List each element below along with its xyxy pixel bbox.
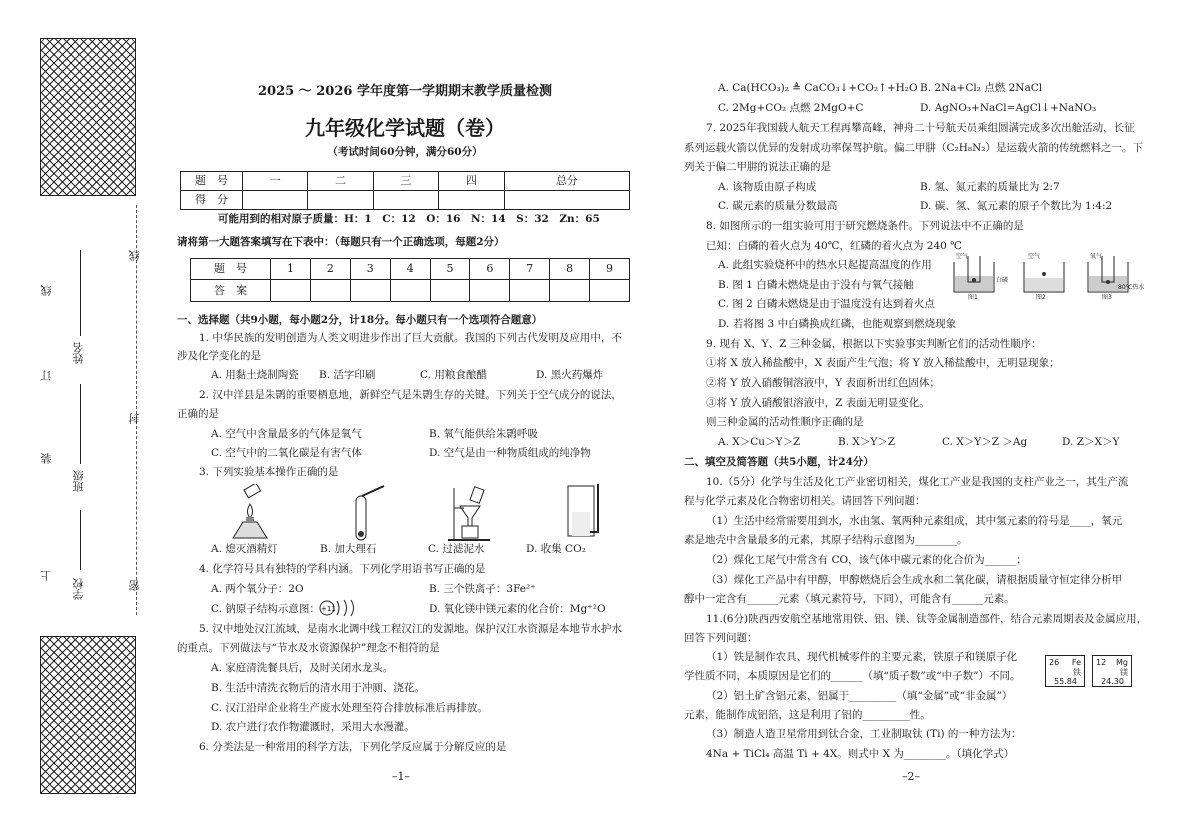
- score-input[interactable]: [308, 191, 373, 210]
- q9-line4: ③将 Y 放入硝酸银溶液中，Z 表面无明显变化。: [706, 397, 930, 409]
- alcohol-lamp-figure: [225, 484, 275, 540]
- q1-line2: 涉及化学变化的是: [177, 350, 261, 362]
- q7-option-d: D. 碳、氢、氮元素的原子个数比为 1:4:2: [920, 200, 1113, 212]
- binding-label-zhuang: 装: [40, 453, 53, 464]
- q8-option-d: D. 若将图 3 中白磷换成红磷，也能观察到燃烧现象: [718, 318, 957, 330]
- q10-line1: 10.（5分）化学与生活及化工产业密切相关，煤化工产业是我国的支柱产业之一，其生产流: [706, 476, 1129, 488]
- q1-line1: 1. 中华民族的发明创造为人类文明进步作出了巨大贡献。我国的下列古代发明及应用中，不: [199, 332, 622, 344]
- section2-heading: 二、填空及简答题（共5小题，计24分）: [684, 456, 874, 468]
- fig1-phosphorus-label: 白磷: [996, 277, 1009, 284]
- q2-option-c: C. 空气中的二氧化碳是有害气体: [211, 447, 362, 459]
- element-mg-symbol: Mg: [1116, 658, 1128, 667]
- q6-option-a: A. Ca(HCO₃)₂ ≜ CaCO₃↓+CO₂↑+H₂O: [718, 82, 918, 94]
- answer-cell: 1: [271, 259, 311, 280]
- element-fe-number: 26: [1049, 658, 1060, 667]
- q7-option-b: B. 氢、氮元素的质量比为 2:7: [920, 181, 1060, 193]
- school-label: 学校: [72, 578, 85, 600]
- name-field[interactable]: [80, 250, 81, 336]
- q9-option-a: A. X＞Cu＞Y＞Z: [718, 436, 801, 448]
- q11-line1: 11.(6分)陕西西安航空基地常用铁、铝、镁、钛等金属制造部件，结合元素周期表及金属应用，: [706, 613, 1148, 625]
- answer-cell: 7: [510, 259, 550, 280]
- q4-option-c: C. 钠原子结构示意图：: [211, 603, 320, 615]
- answer-table: [190, 258, 630, 302]
- answer-input[interactable]: [271, 280, 311, 302]
- q9-line1: 9. 现有 X、Y、Z 三种金属，根据以下实验事实判断它们的活动性顺序：: [706, 338, 1042, 350]
- q6-option-c: C. 2Mg+CO₂ 点燃 2MgO+C: [718, 102, 864, 114]
- q7-option-a: A. 该物质由原子构成: [718, 181, 817, 193]
- q7-line2: 系列运载火箭以优异的发射成功率保驾护航。偏二甲肼（C₂H₈N₂）是运载火箭的传统燃料之一。下: [684, 142, 1144, 154]
- q5-option-d: D. 农户进行农作物灌溉时，采用大水漫灌。: [211, 721, 415, 733]
- class-field[interactable]: [80, 384, 81, 464]
- q8-option-b: B. 图 1 白磷未燃烧是由于没有与氧气接触: [718, 279, 914, 291]
- q9-line5: 则三种金属的活动性顺序正确的是: [706, 416, 864, 428]
- q10-line2: 程与化学元素及化合物密切相关。请回答下列问题：: [684, 495, 926, 507]
- binding-strip: [0, 0, 160, 831]
- gas-collection-figure: [560, 482, 610, 542]
- answer-cell: 8: [550, 259, 590, 280]
- fig2-caption: 图2: [1036, 294, 1046, 300]
- q5-option-c: C. 汉江沿岸企业将生产废水处理至符合排放标准后再排放。: [211, 702, 488, 714]
- score-table: [180, 171, 630, 210]
- hatch-pattern-top: [40, 38, 136, 196]
- q3-line: 3. 下列实验基本操作正确的是: [199, 466, 339, 478]
- element-fe-symbol: Fe: [1071, 658, 1081, 667]
- score-cell: 三: [373, 172, 438, 191]
- q11-line4[interactable]: 学性质不同，本质原因是它们的______（填“质子数”或“中子数”）不同。: [684, 670, 1021, 682]
- element-mg-name: 镁: [1120, 668, 1128, 677]
- answer-input[interactable]: [550, 280, 590, 302]
- q5-line2: 的重点。下列做法与“节水及水资源保护”理念不相符的是: [177, 642, 440, 654]
- q2-option-d: D. 空气是由一种物质组成的纯净物: [429, 447, 591, 459]
- q6-line: 6. 分类法是一种常用的科学方法，下列化学反应属于分解反应的是: [199, 741, 507, 753]
- score-cell: 总分: [504, 172, 629, 191]
- name-label: 姓名: [72, 342, 85, 364]
- answer-instruction: 请将第一大题答案填写在下表中：（每题只有一个正确选项，每题2分）: [177, 236, 505, 248]
- q8-line1: 8. 如图所示的一组实验可用于研究燃烧条件。下列说法中不正确的是: [706, 220, 1024, 232]
- binding-label-ding: 订: [40, 370, 53, 381]
- score-cell: 四: [439, 172, 504, 191]
- score-cell: 二: [308, 172, 373, 191]
- q11-line5[interactable]: （2）铝土矿含铝元素，铝属于_________（填“金属”或“非金属”）: [706, 690, 1013, 702]
- q4-option-d: D. 氧化镁中镁元素的化合价：Mg⁺²O: [429, 603, 606, 615]
- class-label: 班级: [72, 470, 85, 492]
- exam-note: （考试时间60分钟，满分60分）: [327, 146, 483, 158]
- binding-label-shang: 上: [40, 570, 53, 581]
- answer-input[interactable]: [390, 280, 430, 302]
- q11-line7: （3）制造人造卫星常用到钛合金，工业制取钛 (Ti) 的一种方法为：: [706, 728, 1022, 740]
- q4-option-a: A. 两个氧分子：2O: [211, 583, 304, 595]
- answer-input[interactable]: [510, 280, 550, 302]
- q9-line2: ①将 X 放入稀盐酸中，X 表面产生气泡；将 Y 放入稀盐酸中，无明显现象；: [706, 357, 1060, 369]
- q11-line8[interactable]: 4Na + TiCl₄ 高温 Ti + 4X。则式中 X 为________。（填化学式）: [706, 748, 1015, 760]
- q1-option-c: C. 用粮食酿醋: [420, 369, 487, 381]
- q9-line3: ②将 Y 放入硝酸铜溶液中，Y 表面析出红色固体；: [706, 377, 940, 389]
- svg-text:+11: +11: [321, 605, 336, 613]
- binding-label-xian: 线: [40, 285, 53, 296]
- element-mg-number: 12: [1096, 658, 1107, 667]
- q9-option-d: D. Z＞X＞Y: [1062, 436, 1120, 448]
- binding-label-mi: 密: [128, 580, 141, 591]
- answer-cell: 4: [390, 259, 430, 280]
- answer-input[interactable]: [430, 280, 470, 302]
- q10-line6: （3）煤化工产品中有甲醇，甲醇燃烧后会生成水和二氧化碳，请根据质量守恒定律分析甲: [706, 574, 1123, 586]
- q1-option-b: B. 活字印刷: [319, 369, 376, 381]
- answer-cell: 答 案: [191, 280, 271, 302]
- q7-line3: 列关于偏二甲肼的说法正确的是: [684, 161, 831, 173]
- binding-label-feng: 封: [128, 413, 141, 424]
- fig1-gas-label: 空气: [956, 253, 969, 260]
- q3-option-c: C. 过滤泥水: [428, 543, 485, 555]
- q1-option-d: D. 黑火药爆炸: [536, 369, 604, 381]
- combustion-experiment-figure: [950, 252, 1140, 300]
- filtration-figure: [444, 484, 494, 542]
- q8-option-a: A. 此组实验烧杯中的热水只起提高温度的作用: [718, 259, 932, 271]
- q3-option-b: B. 加大理石: [320, 543, 377, 555]
- element-tile-mg: [1092, 655, 1132, 687]
- q7-line1: 7. 2025年我国载人航天工程再攀高峰，神舟二十号航天员乘组圆满完成多次出舱活动，长征: [706, 122, 1135, 134]
- fig-hot-water-label: 80℃热水: [1118, 284, 1145, 291]
- section1-heading: 一、选择题（共9小题，每小题2分，计18分。每小题只有一个选项符合题意）: [177, 314, 543, 326]
- element-fe-name: 铁: [1073, 668, 1081, 677]
- answer-cell: 2: [310, 259, 350, 280]
- exam-title: 2025 ～ 2026 学年度第一学期期末教学质量检测: [258, 84, 552, 99]
- binding-label-xian2: 线: [128, 250, 141, 261]
- score-input[interactable]: [243, 191, 308, 210]
- q11-line3: （1）铁是制作农具、现代机械零件的主要元素，铁原子和镁原子化: [706, 651, 1018, 663]
- answer-cell: 6: [470, 259, 510, 280]
- answer-cell: 3: [350, 259, 390, 280]
- hatch-pattern-bottom: [40, 636, 136, 794]
- score-cell: 得 分: [181, 191, 243, 210]
- q10-line7[interactable]: 醇中一定含有______元素（填元素符号，下同），可能含有______元素。: [684, 593, 1015, 605]
- answer-input[interactable]: [350, 280, 390, 302]
- q4-line: 4. 化学符号具有独特的学科内涵。下列化学用语书写正确的是: [199, 563, 486, 575]
- q10-line3[interactable]: （1）生活中经常需要用到水，水由氢、氧两种元素组成，其中氢元素的符号是____，氧元: [706, 515, 1123, 527]
- q8-option-c: C. 图 2 白磷未燃烧是由于温度没有达到着火点: [718, 298, 935, 310]
- element-mg-mass: 24.30: [1101, 677, 1124, 686]
- answer-input[interactable]: [590, 280, 630, 302]
- score-input[interactable]: [439, 191, 504, 210]
- q2-option-a: A. 空气中含量最多的气体是氧气: [211, 428, 362, 440]
- q7-option-c: C. 碳元素的质量分数最高: [718, 200, 838, 212]
- sodium-atom-diagram: [318, 597, 358, 619]
- fig2-gas-label: 空气: [1028, 253, 1041, 260]
- q11-line6[interactable]: 元素，能制作成铝箔，这是利用了铝的_________性。: [684, 709, 931, 721]
- atomic-masses: 可能用到的相对原子质量：H：1 C：12 O：16 N：14 S：32 Zn：65: [218, 213, 600, 225]
- paper-title: 九年级化学试题（卷）: [305, 116, 505, 140]
- fig3-gas-label: 氧气: [1090, 253, 1103, 260]
- q2-line1: 2. 汉中洋县是朱鹮的重要栖息地，新鲜空气是朱鹮生存的关键。下列关于空气成分的说法，: [199, 389, 622, 401]
- answer-input[interactable]: [310, 280, 350, 302]
- score-input[interactable]: [373, 191, 438, 210]
- q2-line2: 正确的是: [177, 408, 219, 420]
- test-tube-figure: [344, 484, 388, 544]
- fig3-caption: 图3: [1102, 294, 1112, 300]
- q5-option-a: A. 家庭清洗餐具后，及时关闭水龙头。: [211, 662, 394, 674]
- fig1-caption: 图1: [968, 294, 978, 300]
- q6-option-d: D. AgNO₃+NaCl=AgCl↓+NaNO₃: [920, 102, 1097, 114]
- q3-option-a: A. 熄灭酒精灯: [211, 543, 278, 555]
- answer-cell: 9: [590, 259, 630, 280]
- school-field[interactable]: [80, 510, 81, 570]
- q10-line4[interactable]: 素是地壳中含量最多的元素，其原子结构示意图为________。: [684, 534, 968, 546]
- score-cell: 一: [243, 172, 308, 191]
- q9-option-c: C. X＞Y＞Z ＞Ag: [942, 436, 1028, 448]
- score-input[interactable]: [504, 191, 629, 210]
- page-number-1: –1–: [392, 770, 410, 783]
- q6-option-b: B. 2Na+Cl₂ 点燃 2NaCl: [920, 82, 1043, 94]
- q10-line5[interactable]: （2）煤化工尾气中常含有 CO，该气体中碳元素的化合价为______；: [706, 554, 1027, 566]
- q5-line1: 5. 汉中地处汉江流域，是南水北调中线工程汉江的发源地。保护汉江水资源是本地节水护水: [199, 623, 622, 635]
- q8-line2: 已知：白磷的着火点为 40℃，红磷的着火点为 240 ℃: [706, 240, 962, 252]
- element-fe-mass: 55.84: [1054, 677, 1077, 686]
- q5-option-b: B. 生活中清洗衣物后的清水用于冲厕、浇花。: [211, 682, 425, 694]
- q2-option-b: B. 氧气能供给朱鹮呼吸: [429, 428, 538, 440]
- answer-cell: 题 号: [191, 259, 271, 280]
- score-cell: 题 号: [181, 172, 243, 191]
- q11-line2: 回答下列问题：: [684, 632, 758, 644]
- q1-option-a: A. 用黏土烧制陶瓷: [211, 369, 299, 381]
- q9-option-b: B. X＞Y＞Z: [838, 436, 896, 448]
- element-tile-fe: [1045, 655, 1085, 687]
- answer-cell: 5: [430, 259, 470, 280]
- q4-option-b: B. 三个铁离子：3Fe²⁺: [429, 583, 536, 595]
- binding-line: [136, 205, 137, 615]
- q3-option-d: D. 收集 CO₂: [526, 543, 586, 555]
- answer-input[interactable]: [470, 280, 510, 302]
- page-number-2: –2–: [902, 770, 920, 783]
